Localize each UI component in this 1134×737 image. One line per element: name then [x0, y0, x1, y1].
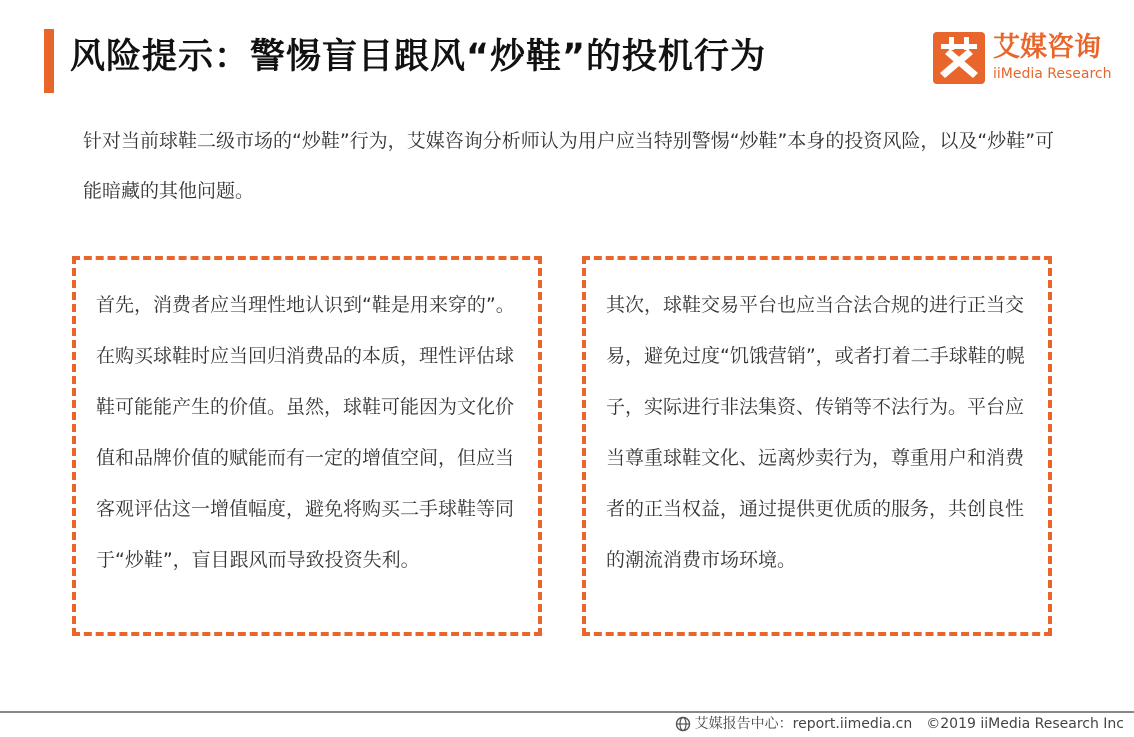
left-point-box	[72, 256, 542, 636]
footer-source[interactable]: 艾媒报告中心：report.iimedia.cn	[694, 716, 913, 732]
page-title: 风险提示：警惕盲目跟风“炒鞋”的投机行为	[70, 37, 767, 77]
globe-icon	[675, 716, 691, 732]
right-point-box	[582, 256, 1052, 636]
logo-name-cn: 艾媒咨询	[993, 32, 1101, 63]
iimedia-logo	[933, 32, 1113, 86]
footer-copyright: ©2019 iiMedia Research Inc	[926, 716, 1124, 732]
logo-name-en: iiMedia Research	[993, 66, 1112, 82]
title-accent-bar	[44, 29, 54, 93]
footer	[675, 714, 1124, 734]
right-point-text: 其次，球鞋交易平台也应当合法合规的进行正当交易，避免过度“饥饿营销”，或者打着二手球鞋的幌子，实际进行非法集资、传销等不法行为。平台应当尊重球鞋文化、远离炒卖行为，尊重用户和消费者的正当权益，通过提供更优质的服务，共创良性的潮流消费市场环境。	[606, 294, 1025, 571]
footer-divider	[0, 711, 1134, 713]
intro-paragraph: 针对当前球鞋二级市场的“炒鞋”行为，艾媒咨询分析师认为用户应当特别警惕“炒鞋”本身的投资风险，以及“炒鞋”可能暗藏的其他问题。	[83, 130, 1055, 202]
logo-mark-icon	[933, 32, 985, 84]
left-point-text: 首先，消费者应当理性地认识到“鞋是用来穿的”。在购买球鞋时应当回归消费品的本质，理性评估球鞋可能能产生的价值。虽然，球鞋可能因为文化价值和品牌价值的赋能而有一定的增值空间，但应当客观评估这一增值幅度，避免将购买二手球鞋等同于“炒鞋”，盲目跟风而导致投资失利。	[96, 294, 515, 571]
